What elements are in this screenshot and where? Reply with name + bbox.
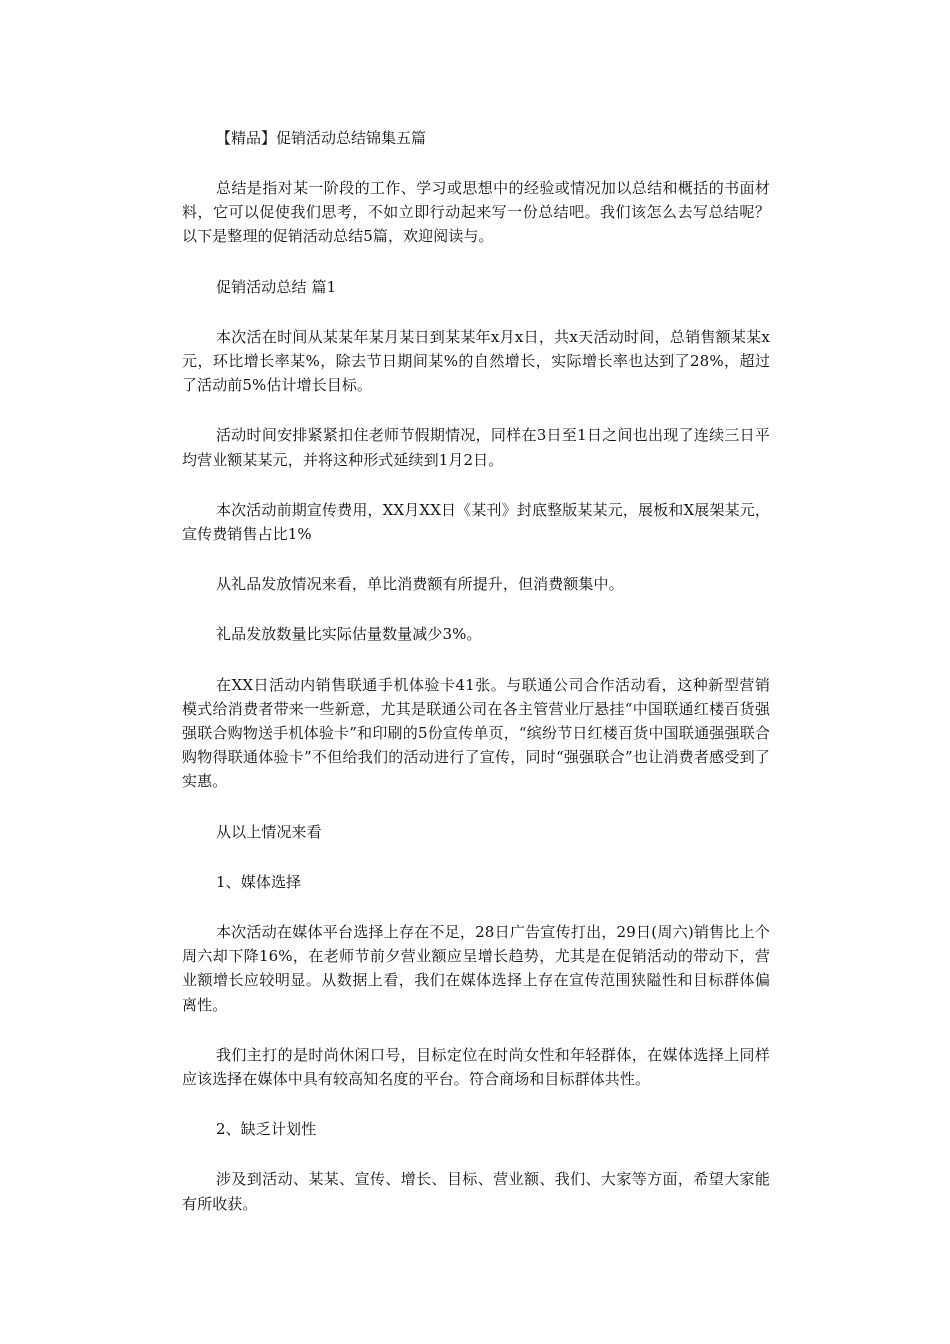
document-title: 【精品】促销活动总结锦集五篇 [216, 129, 427, 147]
document-page [182, 126, 770, 1242]
section-heading: 从以上情况来看 [216, 822, 322, 841]
paragraph: 活动时间安排紧紧扣住老师节假期情况，同样在3日至1日之间也出现了连续三日平均营业额某某元，并将这种形式延续到1月2日。 [182, 426, 770, 469]
paragraph-closing: 涉及到活动、某某、宣传、增长、目标、营业额、我们、大家等方面，希望大家能有所收获。 [182, 1170, 770, 1213]
paragraph: 在XX日活动内销售联通手机体验卡41张。与联通公司合作活动看，这种新型营销模式给消费者带来一些新意，尤其是联通公司在各主管营业厅悬挂“中国联通红楼百货强强联合购物送手机体验卡”和印刷的5份宣传单页，“缤纷节日红楼百货中国联通强强联合购物得联通体验卡”不但给我们的活动进行了宣传，同时“强强联合”也让消费者感受到了实惠。 [182, 675, 770, 791]
paragraph: 礼品发放数量比实际估量数量减少3%。 [216, 625, 482, 644]
paragraph: 从礼品发放情况来看，单比消费额有所提升，但消费额集中。 [216, 575, 624, 594]
subsection-heading: 1、媒体选择 [216, 872, 302, 891]
paragraph: 本次活动在媒体平台选择上存在不足，28日广告宣传打出，29日(周六)销售比上个周六却下降16%，在老师节前夕营业额应呈增长趋势，尤其是在促销活动的带动下，营业额增长应较明显。从数据上看，我们在媒体选择上存在宣传范围狭隘性和目标群体偏离性。 [182, 923, 770, 1014]
paragraph: 本次活动前期宣传费用，XX月XX日《某刊》封底整版某某元，展板和X展架某元，宣传费销售占比1% [182, 500, 770, 544]
paragraph: 我们主打的是时尚休闲口号，目标定位在时尚女性和年轻群体，在媒体选择上同样应该选择在媒体中具有较高知名度的平台。符合商场和目标群体共性。 [182, 1045, 770, 1089]
section-heading: 促销活动总结 篇1 [216, 277, 337, 296]
paragraph-intro: 总结是指对某一阶段的工作、学习或思想中的经验或情况加以总结和概括的书面材料，它可以促使我们思考，不如立即行动起来写一份总结吧。我们该怎么去写总结呢？以下是整理的促销活动总结5篇，欢迎阅读与。 [182, 179, 770, 246]
paragraph: 本次活在时间从某某年某月某日到某某年x月x日，共x天活动时间，总销售额某某x元，环比增长率某%，除去节日期间某%的自然增长，实际增长率也达到了28%，超过了活动前5%估计增长目标。 [182, 327, 770, 395]
subsection-heading: 2、缺乏计划性 [216, 1120, 317, 1139]
